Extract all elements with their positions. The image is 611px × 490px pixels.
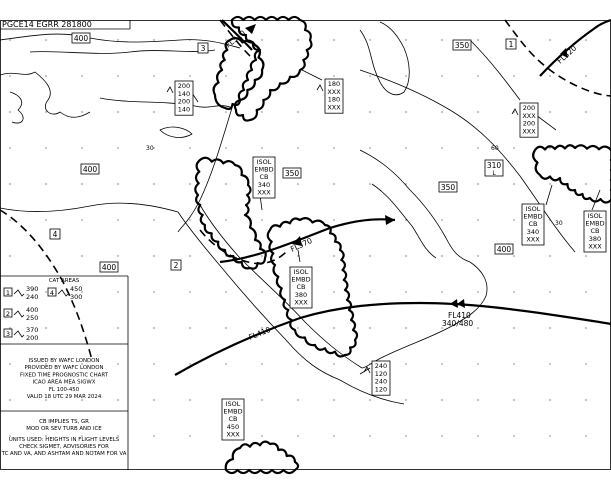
note-line: UNITS USED: HEIGHTS IN FLIGHT LEVELS	[8, 437, 120, 443]
grid-dot	[189, 291, 190, 292]
turb-box	[364, 361, 390, 395]
grid-dot	[297, 39, 298, 40]
grid-dot	[9, 183, 10, 184]
grid-dot	[225, 363, 226, 364]
cb-box-line: ISOL	[256, 158, 272, 166]
grid-dot	[333, 327, 334, 328]
grid-dot	[549, 399, 550, 400]
grid-dot	[477, 327, 478, 328]
grid-dot	[477, 219, 478, 220]
grid-dot	[405, 111, 406, 112]
grid-dot	[153, 327, 154, 328]
grid-dot	[297, 183, 298, 184]
turb-box	[317, 79, 343, 113]
grid-dot	[81, 219, 82, 220]
cb-area-redsea	[268, 218, 357, 356]
cb-box-line: EMBD	[523, 212, 543, 221]
cb-box-line: 450	[226, 422, 240, 431]
grid-dot	[117, 147, 118, 148]
cb-box-line: 380	[588, 234, 602, 243]
cat-marker-4: 4	[52, 230, 58, 239]
grid-dot	[333, 75, 334, 76]
grid-dot	[225, 291, 226, 292]
grid-dot	[153, 219, 154, 220]
cb-info-box	[253, 157, 275, 198]
cb-area-iran	[533, 145, 611, 202]
grid-dot	[441, 363, 442, 364]
grid-dot	[513, 291, 514, 292]
grid-dot	[189, 219, 190, 220]
grid-dot	[9, 147, 10, 148]
grid-dot	[369, 327, 370, 328]
tropo-height: 350	[454, 41, 470, 50]
grid-dot	[369, 147, 370, 148]
issue-line: ICAO AREA MEA SIGWX	[32, 379, 96, 386]
cat-marker-1: 1	[508, 40, 514, 49]
grid-dot	[45, 111, 46, 112]
grid-dot	[369, 255, 370, 256]
grid-dot	[261, 39, 262, 40]
grid-dot	[225, 147, 226, 148]
grid-dot	[45, 39, 46, 40]
turb-box-line: 120	[374, 385, 388, 394]
grid-dot	[117, 219, 118, 220]
grid-dot	[117, 111, 118, 112]
grid-dot	[261, 291, 262, 292]
grid-dot	[405, 363, 406, 364]
grid-dot	[153, 111, 154, 112]
legend-title: CAT AREAS	[48, 278, 80, 284]
chart-header-id: PGCE14 EGRR 281800	[2, 20, 92, 29]
grid-dot	[333, 219, 334, 220]
grid-dot	[585, 111, 586, 112]
issue-line: VALID 18 UTC 29 MAR 2024	[26, 394, 102, 400]
cb-box-line: ISOL	[225, 400, 241, 408]
jet-label-fl410-east: FL410	[448, 311, 471, 320]
turb-box-line: XXX	[327, 103, 341, 112]
cb-box-line: 380	[294, 290, 308, 299]
cb-box-line: XXX	[526, 235, 540, 244]
issue-line: PROVIDED BY WAFC LONDON	[24, 365, 104, 372]
grid-dot	[189, 255, 190, 256]
grid-dot	[261, 399, 262, 400]
cb-box-line: EMBD	[291, 275, 311, 284]
grid-dot	[513, 219, 514, 220]
cb-box-line: EMBD	[223, 407, 243, 416]
cb-box-line: XXX	[588, 242, 602, 251]
grid-dot	[549, 255, 550, 256]
legend-cat4-bottom: 300	[70, 293, 83, 301]
grid-dot	[117, 363, 118, 364]
grid-dot	[549, 327, 550, 328]
grid-dot	[513, 75, 514, 76]
grid-dot	[189, 183, 190, 184]
grid-dot	[45, 147, 46, 148]
cb-box-line: ISOL	[525, 205, 541, 213]
grid-dot	[477, 399, 478, 400]
legend-cat3-top: 370	[26, 326, 39, 334]
svg-text:2: 2	[5, 310, 11, 318]
grid-dot	[9, 111, 10, 112]
note-line: MOD OR SEV TURB AND ICE	[26, 426, 102, 432]
cb-info-box	[584, 211, 606, 252]
grid-dot	[549, 39, 550, 40]
cb-area-bottom	[226, 442, 298, 473]
chart-notes	[1, 419, 127, 457]
svg-text:1: 1	[5, 289, 11, 297]
issue-info	[20, 358, 109, 400]
tropo-height: 400	[73, 34, 89, 43]
cb-box-line: CB	[259, 173, 269, 182]
grid-dot	[9, 75, 10, 76]
grid-dot	[333, 435, 334, 436]
turb-box-line: 180	[327, 80, 341, 88]
grid-dot	[513, 147, 514, 148]
cb-box-line: XXX	[257, 188, 271, 197]
grid-dot	[513, 255, 514, 256]
grid-dot	[585, 363, 586, 364]
turb-box-line: XXX	[522, 111, 536, 120]
cb-info-box	[522, 204, 544, 245]
tropo-height: 350	[440, 183, 456, 192]
grid-dot	[585, 399, 586, 400]
turb-box-line: XXX	[327, 87, 341, 96]
cb-box-line: EMBD	[585, 219, 605, 228]
grid-dot	[585, 327, 586, 328]
grid-dot	[117, 327, 118, 328]
cb-box-line: EMBD	[254, 165, 274, 174]
legend-cat4-top: 450	[70, 285, 83, 293]
grid-dot	[333, 291, 334, 292]
grid-dot	[477, 111, 478, 112]
cat-marker-3: 3	[200, 44, 206, 53]
grid-dot	[549, 111, 550, 112]
grid-dot	[549, 147, 550, 148]
grid-dot	[9, 363, 10, 364]
grid-dot	[81, 255, 82, 256]
grid-dot	[297, 327, 298, 328]
cb-info-box	[222, 399, 244, 440]
cat-area-boundaries	[0, 20, 611, 360]
grid-dot	[45, 219, 46, 220]
grid-dot	[225, 183, 226, 184]
grid-dot	[297, 363, 298, 364]
grid-dot	[297, 255, 298, 256]
tropo-height: 400	[101, 263, 117, 272]
grid-dot	[117, 255, 118, 256]
cb-box-line: XXX	[226, 430, 240, 439]
grid-dot	[477, 291, 478, 292]
grid-dot	[513, 327, 514, 328]
grid-dot	[189, 75, 190, 76]
grid-dot	[261, 363, 262, 364]
grid-dot	[405, 435, 406, 436]
grid-dot	[9, 399, 10, 400]
grid-dot	[225, 75, 226, 76]
grid-dot	[45, 291, 46, 292]
grid-dot	[513, 399, 514, 400]
grid-dot	[153, 39, 154, 40]
grid-dot	[477, 435, 478, 436]
grid-dot	[405, 75, 406, 76]
grid-dot	[153, 399, 154, 400]
grid-dot	[333, 147, 334, 148]
issue-line: FIXED TIME PROGNOSTIC CHART	[20, 372, 108, 379]
note-line: TC AND VA, AND ASHTAM AND NOTAM FOR VA	[1, 451, 127, 457]
grid-dot	[225, 111, 226, 112]
grid-dot	[585, 255, 586, 256]
grid-dot	[9, 39, 10, 40]
grid-dot	[477, 75, 478, 76]
issue-line: ISSUED BY WAFC LONDON	[28, 358, 100, 364]
grid-dot	[9, 219, 10, 220]
grid-dot	[405, 327, 406, 328]
lat-label: 60	[491, 145, 499, 152]
grid-dot	[225, 327, 226, 328]
turb-box-line: 180	[327, 95, 341, 104]
cb-box-line: 340	[257, 180, 271, 189]
turb-box	[512, 103, 538, 137]
svg-text:L: L	[492, 170, 496, 177]
turb-box-line: 240	[374, 362, 388, 370]
grid-dot	[369, 183, 370, 184]
lat-label: 30	[146, 145, 154, 152]
grid-dot	[261, 435, 262, 436]
jet-depth-fl410: 340/480	[442, 319, 474, 328]
grid-dot	[333, 399, 334, 400]
turb-box-line: 200	[522, 119, 536, 128]
issue-line: FL 100-450	[48, 386, 80, 393]
grid-dot	[117, 399, 118, 400]
cat-marker-2: 2	[173, 261, 179, 270]
grid-dot	[225, 219, 226, 220]
grid-dot	[549, 363, 550, 364]
turb-box-line: 140	[177, 89, 191, 98]
grid-dot	[189, 327, 190, 328]
cb-box-line: CB	[590, 227, 600, 236]
grid-dot	[369, 435, 370, 436]
svg-text:4: 4	[49, 289, 55, 297]
cb-info-boxes	[222, 157, 606, 440]
grid-dot	[81, 183, 82, 184]
grid-dot	[153, 255, 154, 256]
turb-box-line: 200	[522, 104, 536, 112]
grid-dot	[441, 291, 442, 292]
grid-dot	[153, 363, 154, 364]
grid-dot	[405, 147, 406, 148]
cb-box-line: CB	[528, 220, 538, 229]
grid-dot	[549, 291, 550, 292]
legend-panel	[0, 276, 128, 470]
grid-dot	[477, 147, 478, 148]
grid-dot	[441, 435, 442, 436]
grid-dot	[261, 111, 262, 112]
turb-box-line: 140	[177, 105, 191, 114]
jet-label-fl320: FL320	[555, 43, 579, 66]
grid-dot	[189, 363, 190, 364]
grid-dot	[585, 435, 586, 436]
svg-text:3: 3	[5, 330, 11, 338]
grid-dot	[405, 39, 406, 40]
grid-dot	[441, 111, 442, 112]
tropopause-heights	[72, 33, 513, 272]
turb-box-line: 120	[374, 369, 388, 378]
grid-dot	[441, 147, 442, 148]
grid-dot	[585, 291, 586, 292]
grid-dot	[333, 255, 334, 256]
grid-dot	[369, 291, 370, 292]
grid-dot	[261, 219, 262, 220]
grid-dot	[153, 291, 154, 292]
grid-dot	[477, 39, 478, 40]
turb-box-line: 200	[177, 82, 191, 90]
jet-label-fl310: FL310	[223, 28, 248, 50]
grid-dot	[189, 147, 190, 148]
grid-dot	[369, 75, 370, 76]
grid-dot	[369, 399, 370, 400]
grid-dot	[585, 183, 586, 184]
grid-dot	[117, 183, 118, 184]
cat-markers	[50, 39, 516, 270]
lat-label: 30	[555, 220, 563, 227]
grid-dot	[81, 75, 82, 76]
grid-dot	[297, 399, 298, 400]
coastlines	[0, 22, 575, 404]
tropo-height: 350	[284, 169, 300, 178]
note-line: CHECK SIGMET, ADVISORIES FOR	[19, 444, 109, 450]
grid-dot	[333, 183, 334, 184]
grid-dot	[81, 111, 82, 112]
cb-box-line: ISOL	[587, 212, 603, 220]
grid-dot	[369, 111, 370, 112]
note-line: CB IMPLIES TS, GR	[39, 419, 89, 425]
cb-info-box	[290, 267, 312, 308]
jet-label-fl410-west: FL410	[247, 324, 272, 342]
grid-dot	[441, 255, 442, 256]
grid-dot	[45, 183, 46, 184]
grid-dot	[405, 399, 406, 400]
grid-dot	[585, 75, 586, 76]
turb-box-line: 240	[374, 377, 388, 386]
legend-cat1-top: 390	[26, 285, 39, 293]
grid-dot	[441, 39, 442, 40]
grid-dot	[441, 75, 442, 76]
grid-dot	[369, 39, 370, 40]
tropo-height: 400	[496, 245, 512, 254]
grid-dot	[549, 75, 550, 76]
grid-dot	[9, 255, 10, 256]
grid-dot	[117, 291, 118, 292]
cb-box-line: ISOL	[293, 268, 309, 276]
grid-dot	[261, 255, 262, 256]
grid-dot	[549, 183, 550, 184]
grid-dot	[513, 435, 514, 436]
grid-dot	[297, 435, 298, 436]
turb-box	[167, 81, 193, 115]
grid-dot	[477, 255, 478, 256]
grid-dot	[333, 39, 334, 40]
grid-dot	[153, 435, 154, 436]
grid-dot	[45, 327, 46, 328]
grid-dot	[405, 291, 406, 292]
cb-box-line: CB	[228, 415, 238, 424]
grid-dot	[153, 75, 154, 76]
grid-dot	[189, 435, 190, 436]
grid-dot	[477, 363, 478, 364]
grid-dot	[333, 363, 334, 364]
legend-cat3-bottom: 200	[26, 334, 39, 342]
cb-box-line: CB	[296, 283, 306, 292]
grid-dot	[45, 75, 46, 76]
jet-label-fl370: FL370	[289, 236, 314, 254]
tropo-low-height: 310	[486, 161, 502, 170]
tropo-height: 400	[82, 165, 98, 174]
legend-cat1-bottom: 240	[26, 293, 39, 301]
turb-box-line: 200	[177, 97, 191, 106]
grid-dot	[585, 39, 586, 40]
grid-dot	[261, 147, 262, 148]
grid-dot	[81, 147, 82, 148]
grid-dot	[153, 183, 154, 184]
jet-streams	[175, 20, 611, 375]
grid-dot	[441, 399, 442, 400]
cb-areas	[195, 17, 611, 473]
legend-cat2-top: 400	[26, 306, 39, 314]
grid-dot	[117, 75, 118, 76]
grid-dot	[513, 183, 514, 184]
grid-dot	[9, 327, 10, 328]
cb-box-line: 340	[526, 227, 540, 236]
grid-dot	[513, 363, 514, 364]
grid-dot	[441, 219, 442, 220]
grid-dot	[189, 399, 190, 400]
grid-dot	[405, 255, 406, 256]
grid-dot	[297, 147, 298, 148]
grid-dot	[297, 111, 298, 112]
grid-dot	[117, 39, 118, 40]
grid-dot	[549, 435, 550, 436]
turb-box-line: XXX	[522, 127, 536, 136]
grid-dot	[477, 183, 478, 184]
cb-box-line: XXX	[294, 298, 308, 307]
legend-cat2-bottom: 250	[26, 314, 39, 322]
